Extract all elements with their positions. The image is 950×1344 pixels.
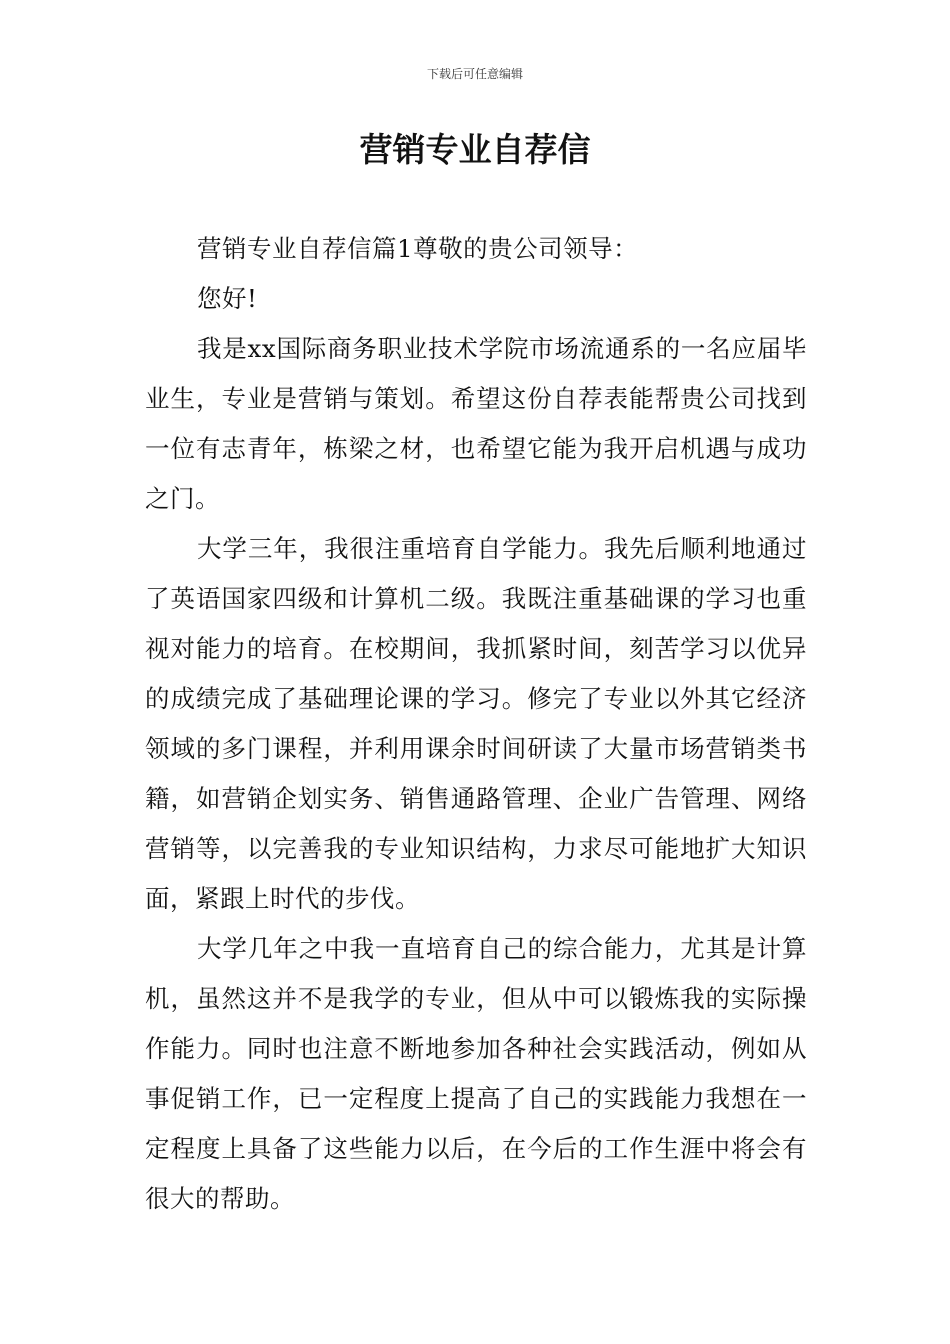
header-note: 下载后可任意编辑 (426, 67, 523, 81)
paragraph-comprehensive-ability: 大学几年之中我一直培育自己的综合能力，尤其是计算机，虽然这并不是我学的专业，但从中可以锻炼我的实际操作能力。同时也注意不断地参加各种社会实践活动，例如从事促销工作，已一定程度上提高了自己的实践能力我想在一定程度上具备了这些能力以后，在今后的工作生涯中将会有很大的帮助。 (145, 934, 807, 1213)
document-title: 营销专业自荐信 (359, 130, 591, 169)
paragraph-introduction: 我是xx国际商务职业技术学院市场流通系的一名应届毕业生，专业是营销与策划。希望这份自荐表能帮贵公司找到一位有志青年，栋梁之材，也希望它能为我开启机遇与成功之门。 (145, 334, 807, 513)
paragraph-salutation: 您好! (197, 284, 258, 313)
document-body (145, 224, 807, 1224)
paragraph-study-ability: 大学三年，我很注重培育自学能力。我先后顺利地通过了英语国家四级和计算机二级。我既注重基础课的学习也重视对能力的培育。在校期间，我抓紧时间，刻苦学习以优异的成绩完成了基础理论课的学习。修完了专业以外其它经济领域的多门课程，并利用课余时间研读了大量市场营销类书籍，如营销企划实务、销售通路管理、企业广告管理、网络营销等，以完善我的专业知识结构，力求尽可能地扩大知识面，紧跟上时代的步伐。 (145, 534, 807, 913)
paragraph-greeting-line: 营销专业自荐信篇1尊敬的贵公司领导： (197, 234, 639, 263)
